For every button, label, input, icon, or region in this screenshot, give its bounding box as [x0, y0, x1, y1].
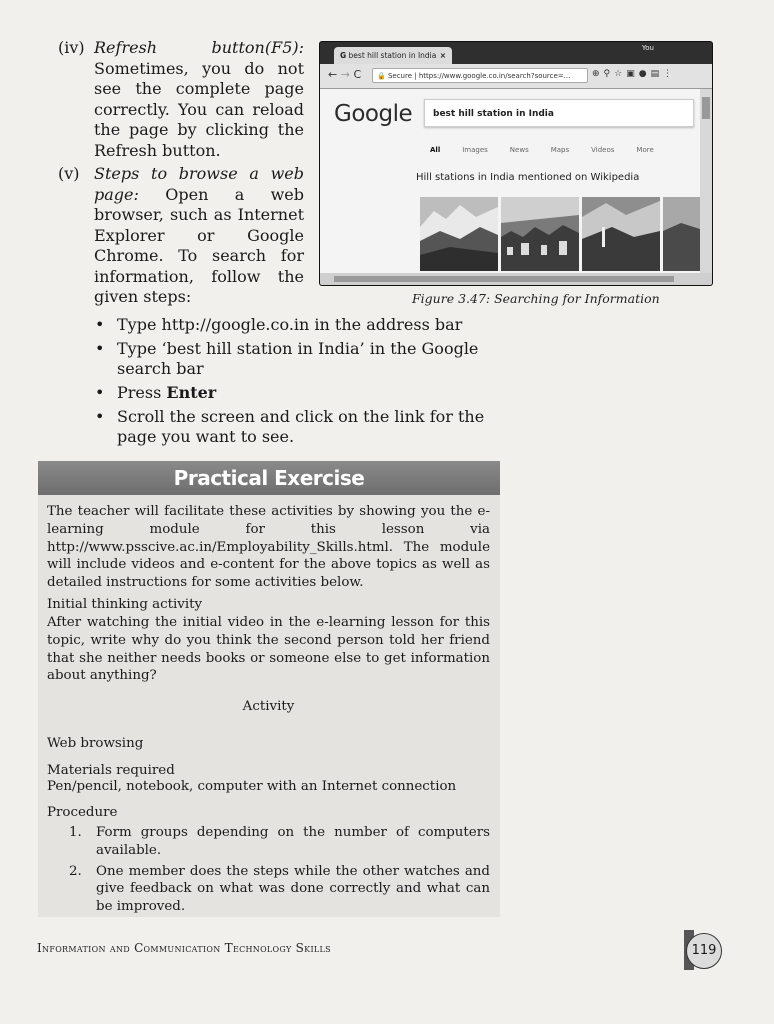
hill-station-thumbnail[interactable]: [582, 197, 660, 271]
bold-key: Enter: [166, 383, 217, 402]
extension-icon[interactable]: ▤: [650, 69, 664, 79]
url-text: https://www.google.co.in/search?source=...: [418, 72, 571, 80]
hill-station-thumbnail[interactable]: [501, 197, 579, 271]
item-text: Sometimes, you do not see the complete page correctly. You can reload the page by clicking the Refresh button.: [94, 58, 304, 160]
knowledge-heading: Hill stations in India mentioned on Wikipedia: [416, 172, 640, 183]
activity-heading: Activity: [242, 699, 295, 714]
list-item: • Scroll the screen and click on the link for the page you want to see.: [91, 407, 501, 447]
item-title: Steps to browse a web page:: [94, 164, 304, 204]
practical-exercise-heading: Practical Exercise: [38, 461, 500, 495]
nav-icons: [328, 68, 361, 81]
item-text: Open a web browser, such as Internet Explorer or Google Chrome. To search for information, follow the given steps:: [94, 184, 304, 306]
steps-list: [91, 315, 501, 451]
tab-images[interactable]: Images: [462, 146, 488, 154]
item-title: Refresh button: [94, 38, 265, 57]
figure-caption: Figure 3.47: Searching for Information: [412, 291, 660, 306]
image-thumbnails: [420, 197, 700, 271]
forward-icon[interactable]: →: [340, 68, 350, 81]
footer-title: Information and Communication Technology Skills: [37, 941, 331, 955]
browser-screenshot: [320, 42, 712, 285]
item-body: [94, 164, 304, 308]
procedure-heading: Procedure: [47, 805, 118, 820]
list-item: • Type http://google.co.in in the address bar: [91, 315, 501, 335]
search-input[interactable]: best hill station in India: [424, 99, 694, 127]
refresh-icon[interactable]: C: [353, 68, 362, 81]
item-number: (v): [58, 164, 80, 183]
tab-bar: [320, 42, 712, 64]
item-key: (F5):: [264, 38, 304, 57]
item-number: (iv): [58, 38, 85, 57]
close-icon[interactable]: ×: [439, 51, 446, 60]
google-logo: Google: [334, 101, 413, 127]
tab-news[interactable]: News: [509, 146, 529, 154]
lock-icon: 🔒: [377, 72, 386, 80]
tab-all[interactable]: All: [430, 146, 441, 154]
toolbar-icons: [592, 69, 676, 79]
secure-label: Secure: [387, 72, 413, 80]
location-icon[interactable]: ⊕: [592, 69, 604, 79]
materials-heading: Materials required: [47, 763, 175, 778]
hill-station-thumbnail[interactable]: [663, 197, 700, 271]
browser-tab[interactable]: [334, 47, 452, 64]
list-item: • Press Enter: [91, 383, 501, 403]
extension-icon[interactable]: ●: [638, 69, 651, 79]
search-tabs: [430, 146, 676, 154]
materials-text: Pen/pencil, notebook, computer with an Internet connection: [47, 779, 457, 794]
item-body: [94, 38, 304, 161]
tab-maps[interactable]: Maps: [550, 146, 570, 154]
list-item: 1. Form groups depending on the number of computers available.: [69, 825, 490, 858]
thinking-heading: Initial thinking activity: [47, 597, 203, 612]
list-item: 2. One member does the steps while the other watches and give feedback on what was done correctly and what can be improved.: [69, 863, 490, 915]
intro-paragraph: The teacher will facilitate these activities by showing you the e-learning module for this lesson via http://www.psscive.ac.in/Employability_Skills.html. The module will include videos and e-content for the above topics as well as detailed instructions for some activities below.: [47, 504, 490, 591]
steps-item: [58, 164, 308, 314]
tab-more[interactable]: More: [636, 146, 654, 154]
menu-icon[interactable]: ⋮: [663, 69, 677, 79]
vertical-scrollbar[interactable]: [700, 89, 712, 273]
search-results-page: [320, 89, 700, 273]
tab-videos[interactable]: Videos: [591, 146, 615, 154]
back-icon[interactable]: ←: [328, 68, 338, 81]
refresh-button-item: [58, 38, 308, 160]
page-number: 119: [686, 933, 722, 969]
tab-title: best hill station in India: [348, 51, 437, 60]
zoom-icon[interactable]: ⚲: [603, 69, 615, 79]
horizontal-scrollbar[interactable]: [320, 273, 712, 285]
user-label: You: [641, 44, 654, 52]
thinking-paragraph: After watching the initial video in the e-learning lesson for this topic, write why do you think the second person told her friend that she neither needs books or someone else to get information about anything?: [47, 615, 490, 684]
activity-name: Web browsing: [47, 736, 144, 751]
address-bar[interactable]: 🔒 Secure | https://www.google.co.in/search?source=...: [372, 68, 588, 83]
address-toolbar: [320, 64, 712, 89]
star-icon[interactable]: ☆: [614, 69, 627, 79]
list-item: • Type ‘best hill station in India’ in the Google search bar: [91, 339, 501, 379]
hill-station-thumbnail[interactable]: [420, 197, 498, 271]
practical-exercise-box: [38, 461, 500, 917]
extension-icon[interactable]: ▣: [626, 69, 639, 79]
google-favicon-icon: G: [340, 51, 347, 60]
procedure-list: [47, 824, 490, 916]
